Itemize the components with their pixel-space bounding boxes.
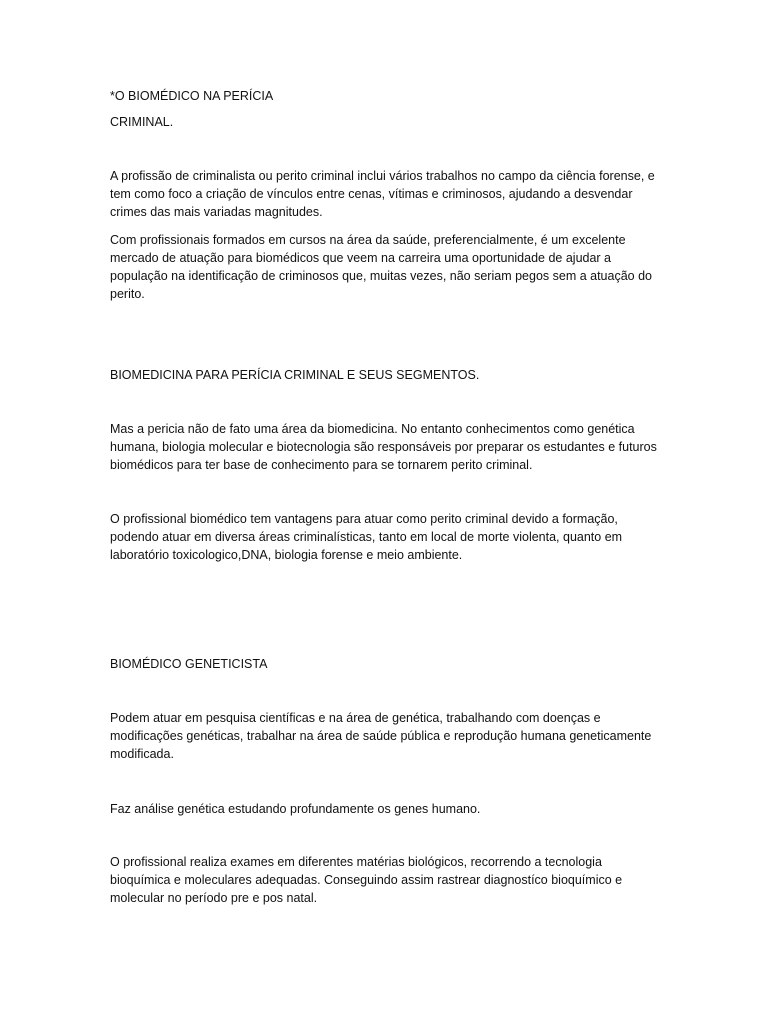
- title-line-2: CRIMINAL.: [110, 115, 174, 129]
- section-heading-geneticista: BIOMÉDICO GENETICISTA: [110, 657, 268, 671]
- paragraph-7: O profissional realiza exames em diferentes matérias biológicos, recorrendo a tecnologia bioquímica e moleculares adequadas. Conseguindo assim rastrear diagnostíco bioquímico e molecular no período pre e pos natal.: [110, 855, 623, 905]
- paragraph-2: Com profissionais formados em cursos na área da saúde, preferencialmente, é um excelente mercado de atuação para biomédicos que veem na carreira uma oportunidade de ajudar a população na identificação de criminosos que, muitas vezes, não seriam pegos sem a atuação do perito.: [110, 233, 652, 301]
- paragraph-3: Mas a pericia não de fato uma área da biomedicina. No entanto conhecimentos como genética humana, biologia molecular e biotecnologia são responsáveis por preparar os estudantes e futuros biomédicos para ter base de conhecimento para se tornarem perito criminal.: [110, 422, 657, 472]
- title-line-1: *O BIOMÉDICO NA PERÍCIA: [110, 89, 274, 103]
- paragraph-1: A profissão de criminalista ou perito criminal inclui vários trabalhos no campo da ciência forense, e tem como foco a criação de vínculos entre cenas, vítimas e criminosos, ajudando a desvendar crimes das mais variadas magnitudes.: [110, 169, 655, 219]
- paragraph-4: O profissional biomédico tem vantagens para atuar como perito criminal devido a formação, podendo atuar em diversa áreas criminalísticas, tanto em local de morte violenta, quanto em laboratório toxicologico,DNA, biologia forense e meio ambiente.: [110, 512, 623, 562]
- paragraph-6: Faz análise genética estudando profundamente os genes humano.: [110, 802, 481, 816]
- section-heading-segmentos: BIOMEDICINA PARA PERÍCIA CRIMINAL E SEUS SEGMENTOS.: [110, 368, 480, 382]
- paragraph-5: Podem atuar em pesquisa científicas e na área de genética, trabalhando com doenças e modificações genéticas, trabalhar na área de saúde pública e reprodução humana geneticamente modificada.: [110, 711, 652, 761]
